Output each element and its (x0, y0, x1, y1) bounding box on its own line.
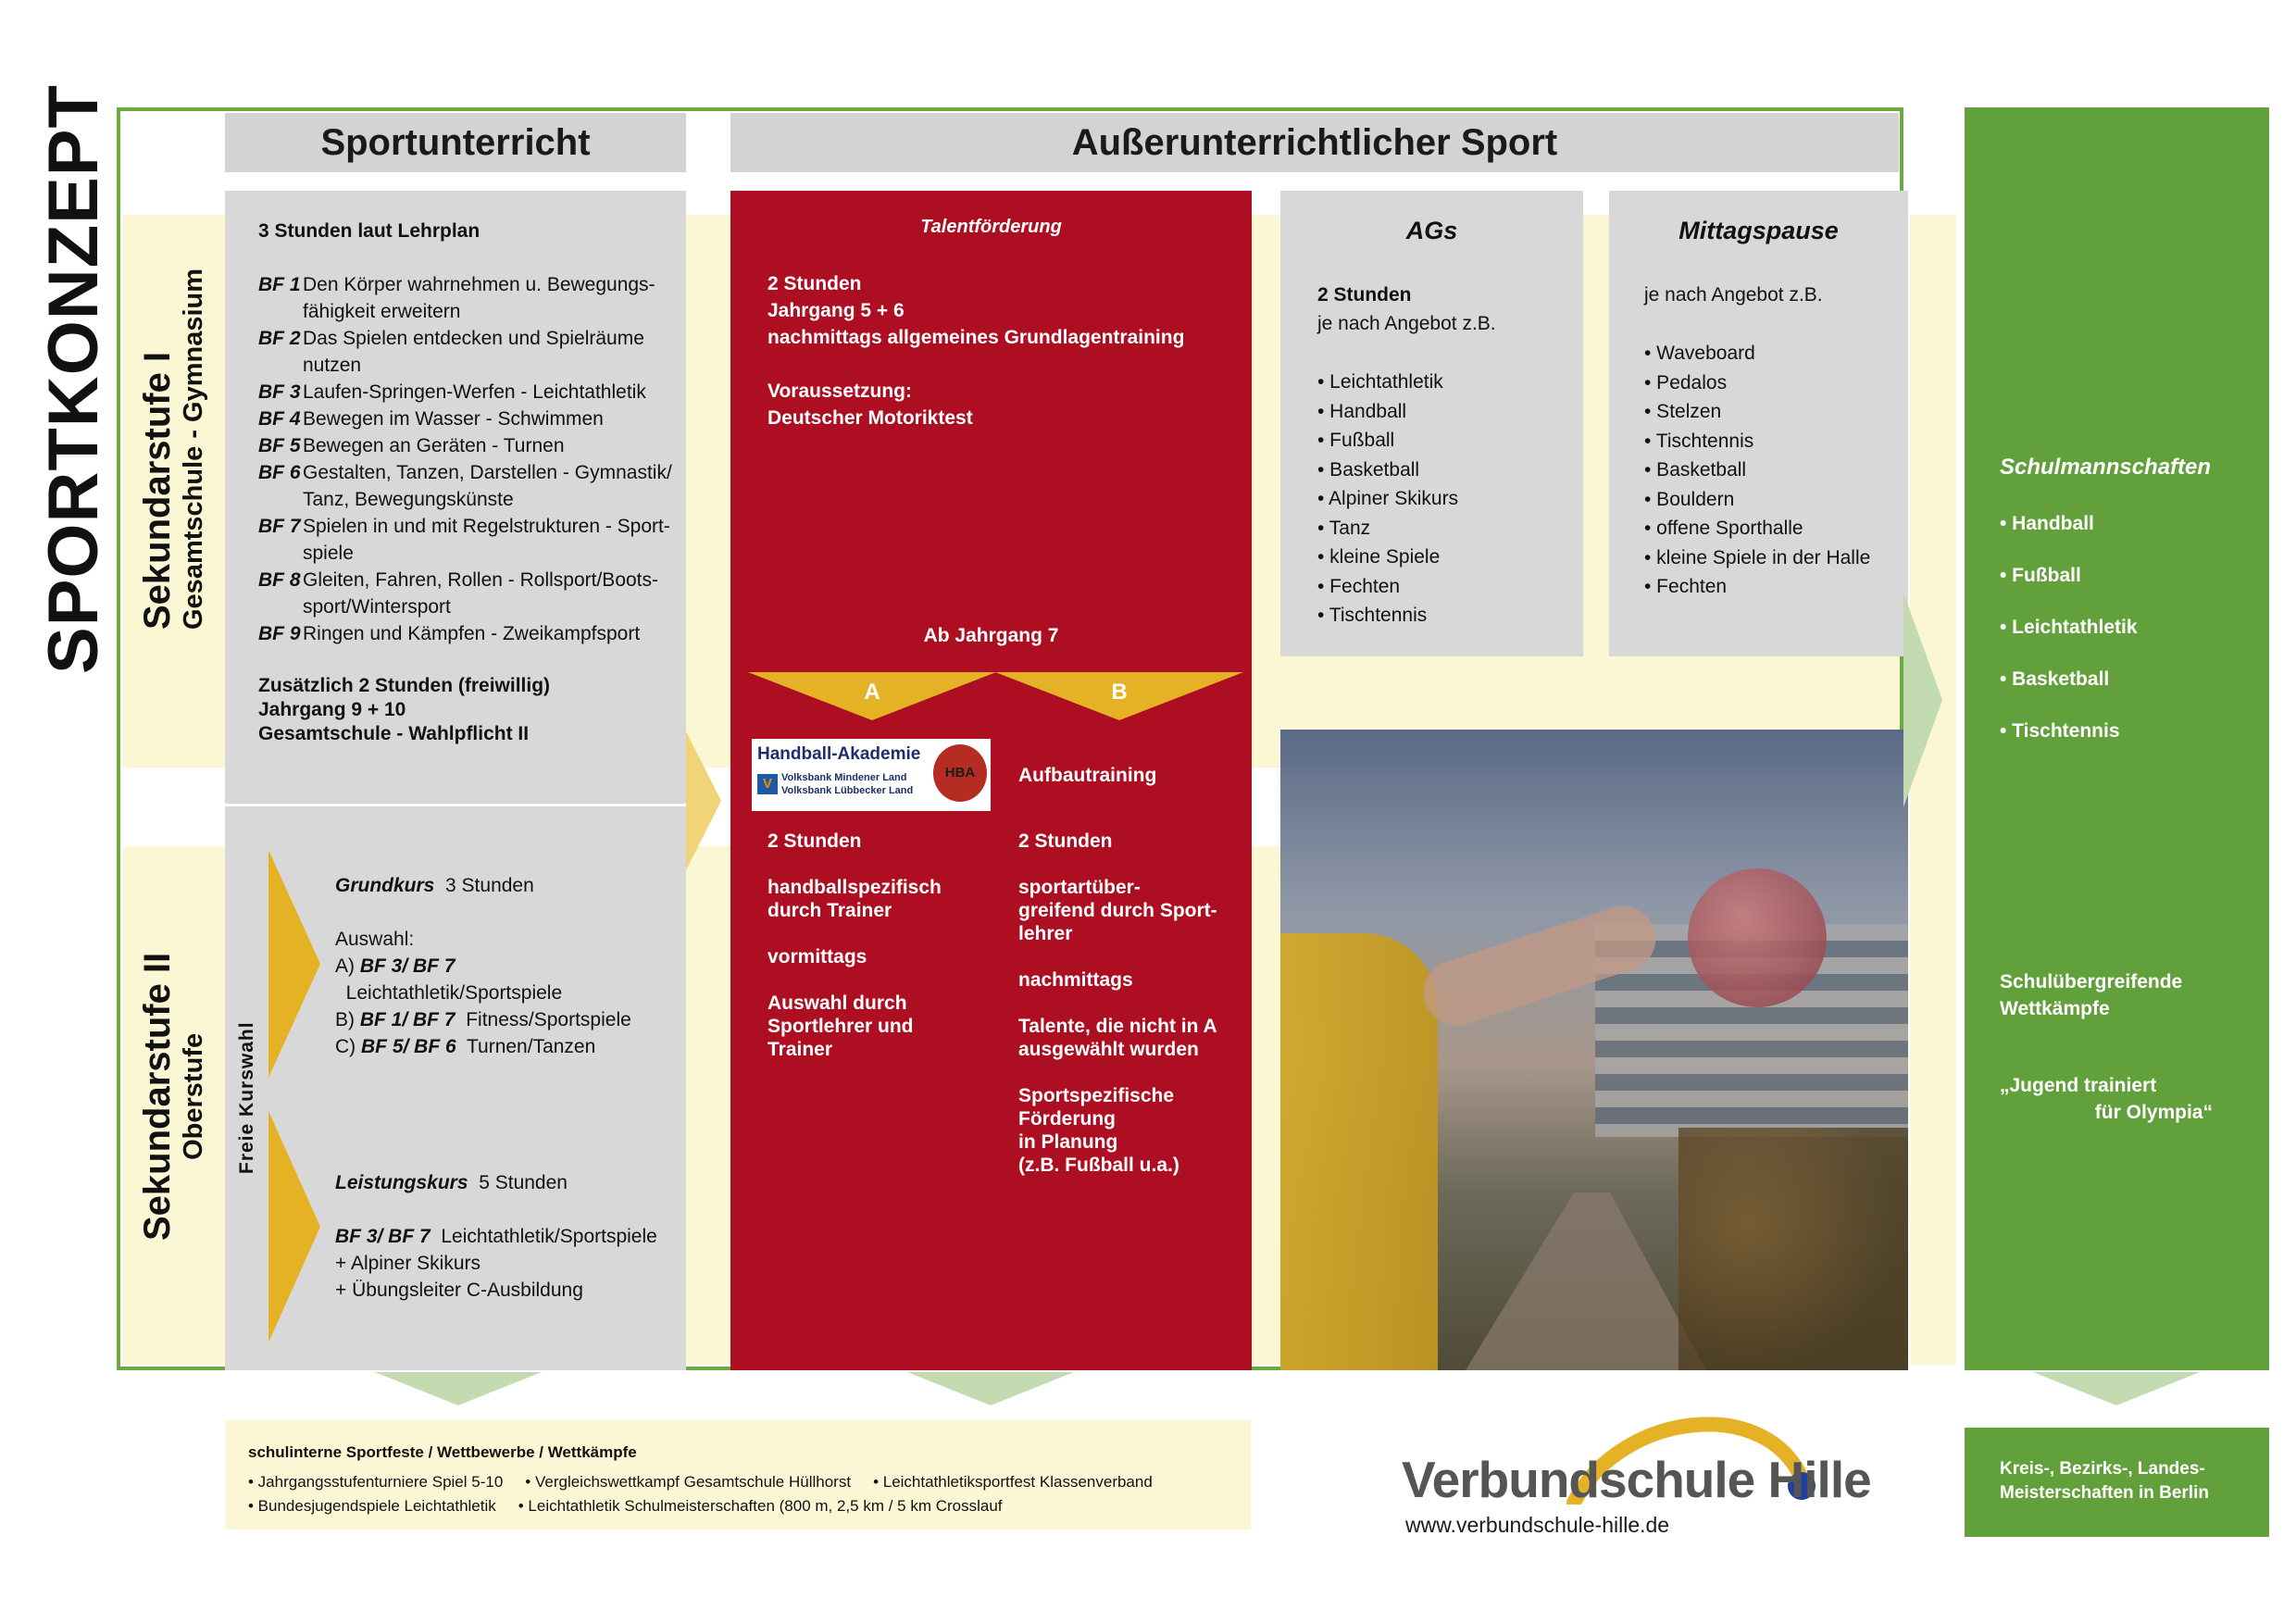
branch-b-item: 2 Stunden (1018, 830, 1113, 852)
leistungskurs-text: Leichtathletik/Sportspiele (441, 1226, 657, 1247)
option-text: Leichtathletik/Sportspiele (335, 982, 563, 1004)
option-prefix: C) (335, 1036, 361, 1057)
hba-line-1: Volksbank Mindener Land (781, 772, 907, 783)
talent-line-1: 2 Stunden (767, 273, 862, 294)
option-bf: BF 5/ BF 6 (361, 1036, 456, 1057)
bf-text: Das Spielen entdecken und Spielräume nutzen (303, 328, 644, 376)
ags-item: • Basketball (1317, 458, 1420, 481)
sportunterricht-content (258, 218, 675, 746)
arrow-to-ausserunterricht (686, 731, 723, 870)
ags-item: • Leichtathletik (1317, 371, 1443, 393)
mittagspause-content (1644, 281, 1908, 602)
ags-item: • Tischtennis (1317, 605, 1428, 626)
sportfest-item: • Leichtathletik Schulmeisterschaften (800 m, 2,5 km / 5 km Crosslauf (518, 1497, 1003, 1515)
option-prefix: B) (335, 1009, 360, 1030)
mittagspause-item: • Basketball (1644, 459, 1747, 481)
bf-row (258, 567, 675, 620)
ags-title: AGs (1405, 217, 1458, 244)
bf-row (258, 406, 675, 432)
sport-photo (1280, 730, 1908, 1370)
mittagspause-title: Mittagspause (1678, 217, 1839, 244)
branch-b-label: B (1111, 680, 1128, 705)
bf-key: BF 5 (258, 435, 301, 456)
sek2-label (137, 953, 209, 1241)
schulmannschaft-item: • Leichtathletik (2000, 617, 2138, 638)
leistungskurs-bf: BF 3/ BF 7 (335, 1226, 430, 1247)
bf-text: Laufen-Springen-Werfen - Leichtathletik (303, 381, 646, 403)
bf-text: Bewegen im Wasser - Schwimmen (303, 408, 604, 430)
grundkurs-option (335, 1006, 680, 1033)
talent-line-3: nachmittags allgemeines Grundlagentraining (767, 327, 1185, 348)
leistungskurs-line2: + Alpiner Skikurs (335, 1253, 480, 1274)
ags-item: • Fußball (1317, 430, 1395, 451)
bf-text: Bewegen an Geräten - Turnen (303, 435, 565, 456)
grundkurs-options (335, 953, 680, 1060)
ags-item: • Fechten (1317, 575, 1401, 597)
option-bf: BF 3/ BF 7 (359, 955, 455, 977)
bf-row (258, 379, 675, 406)
bf-text: Gleiten, Fahren, Rollen - Rollsport/Boots- sport/Wintersport (303, 569, 658, 618)
option-bf: BF 1/ BF 7 (359, 1009, 455, 1030)
leistungskurs-label: Leistungskurs (335, 1172, 468, 1193)
talent-title: Talentförderung (920, 217, 1062, 237)
freie-kurswahl-label: Freie Kurswahl (236, 1021, 257, 1174)
wettkaempfe-line-2: Wettkämpfe (2000, 998, 2110, 1019)
talent-line-4: Voraussetzung: (767, 381, 912, 402)
talent-line-5: Deutscher Motoriktest (767, 407, 973, 429)
sek2-main: Sekundarstufe II (137, 952, 178, 1241)
sek1-sub: Gesamtschule - Gymnasium (179, 268, 208, 630)
ags-line-1: 2 Stunden (1317, 284, 1412, 306)
header-sportunterricht: Sportunterricht (225, 113, 686, 172)
photo-athlete-shirt (1280, 933, 1438, 1370)
mittagspause-list (1644, 339, 1908, 602)
bf-key: BF 3 (258, 381, 301, 403)
bf-key: BF 8 (258, 569, 301, 591)
bf-key: BF 6 (258, 462, 301, 483)
photo-path (1466, 1192, 1706, 1370)
branch-a-label: A (864, 680, 880, 705)
bf-key: BF 7 (258, 516, 301, 537)
mittagspause-item: • Tischtennis (1644, 430, 1754, 452)
mittagspause-line-1: je nach Angebot z.B. (1644, 284, 1823, 306)
verbundschule-name: Verbundschule Hille (1402, 1451, 1871, 1508)
auswahl-label: Auswahl: (335, 929, 415, 950)
lehrplan-intro: 3 Stunden laut Lehrplan (258, 220, 480, 242)
mittagspause-item: • Fechten (1644, 576, 1728, 597)
verbundschule-url: www.verbundschule-hille.de (1405, 1513, 1670, 1537)
extra-line-1: Zusätzlich 2 Stunden (freiwillig) (258, 675, 551, 696)
meisterschaften-line-1: Kreis-, Bezirks-, Landes- (2000, 1459, 2205, 1479)
grundkurs-chevron (268, 850, 322, 1078)
wettkaempfe (2000, 968, 2259, 1022)
sportfest-item: • Vergleichswettkampf Gesamtschule Hüllhorst (525, 1473, 852, 1491)
branch-a-content (767, 830, 990, 1061)
bf-key: BF 4 (258, 408, 301, 430)
branch-b-item: Sportspezifische Förderung in Planung (z.B. Fußball u.a.) (1018, 1085, 1179, 1176)
meisterschaften-content (2000, 1457, 2268, 1505)
branch-a-item: vormittags (767, 946, 867, 968)
handball-icon (1688, 868, 1827, 1007)
schulmannschaft-item: • Basketball (2000, 668, 2110, 690)
bf-row (258, 432, 675, 459)
sportfeste-title: schulinterne Sportfeste / Wettbewerbe / Wettkämpfe (248, 1443, 637, 1461)
mittagspause-item: • offene Sporthalle (1644, 518, 1803, 539)
branch-b-content (1018, 830, 1250, 1177)
oberstufe-content (335, 872, 680, 1304)
sek1-label (137, 268, 209, 630)
down-chevron-1 (375, 1372, 542, 1405)
bf-key: BF 9 (258, 623, 301, 644)
bf-text: Spielen in und mit Regelstrukturen - Sport- spiele (303, 516, 670, 564)
ab-jahrgang-7: Ab Jahrgang 7 (923, 625, 1059, 646)
ags-content (1317, 281, 1577, 630)
grundkurs-hours: 3 Stunden (445, 875, 534, 896)
branch-a-item: 2 Stunden (767, 830, 862, 852)
bf-text: Den Körper wahrnehmen u. Bewegungs- fähigkeit erweitern (303, 274, 655, 322)
header-ausserunterricht: Außerunterrichtlicher Sport (730, 113, 1899, 172)
ags-item: • kleine Spiele (1317, 546, 1441, 568)
option-text: Turnen/Tanzen (455, 1036, 596, 1057)
schulmannschaften-list (2000, 498, 2259, 757)
photo-trees (1678, 1128, 1908, 1370)
schulmannschaft-item: • Handball (2000, 513, 2094, 534)
meisterschaften-line-2: Meisterschaften in Berlin (2000, 1483, 2209, 1503)
extra-line-2: Jahrgang 9 + 10 (258, 699, 406, 720)
sportfest-item: • Leichtathletiksportfest Klassenverband (873, 1473, 1153, 1491)
grundkurs-option (335, 953, 680, 1006)
jtfo (2000, 1072, 2213, 1126)
down-chevron-3 (2033, 1372, 2200, 1405)
jtfo-line-2: für Olympia“ (2094, 1102, 2213, 1123)
bf-row (258, 271, 675, 325)
bf-text: Ringen und Kämpfen - Zweikampfsport (303, 623, 641, 644)
leistungskurs-line3: + Übungsleiter C-Ausbildung (335, 1280, 583, 1301)
schulmannschaften-content (2000, 452, 2259, 757)
grundkurs-label: Grundkurs (335, 875, 435, 896)
hba-badge-icon: HBA (933, 744, 987, 802)
bf-row (258, 620, 675, 647)
mittagspause-item: • kleine Spiele in der Halle (1644, 546, 1871, 568)
schulmannschaften-title: Schulmannschaften (2000, 455, 2212, 480)
arrow-to-schulmannschaften (1903, 593, 1945, 807)
ags-item: • Handball (1317, 400, 1407, 422)
schulmannschaft-item: • Tischtennis (2000, 720, 2120, 742)
branch-b-item: Talente, die nicht in A ausgewählt wurden (1018, 1016, 1217, 1060)
leistungskurs-hours: 5 Stunden (479, 1172, 568, 1193)
extra-line-3: Gesamtschule - Wahlpflicht II (258, 723, 530, 744)
bf-row (258, 513, 675, 567)
sek1-main: Sekundarstufe I (137, 351, 178, 630)
volksbank-icon: V (757, 774, 778, 794)
jtfo-line-1: „Jugend trainiert (2000, 1075, 2157, 1096)
option-text: Fitness/Sportspiele (455, 1009, 631, 1030)
ags-line-2: je nach Angebot z.B. (1317, 313, 1496, 334)
branch-a-item: handballspezifisch durch Trainer (767, 877, 942, 921)
branch-b-title: Aufbautraining (1018, 765, 1157, 786)
handball-akademie-logo (752, 739, 991, 811)
sportfeste-content (248, 1441, 1248, 1518)
ags-item: • Tanz (1317, 517, 1371, 539)
mittagspause-item: • Bouldern (1644, 488, 1735, 510)
sportfeste-row-1 (248, 1470, 1248, 1494)
branch-b-item: sportartüber- greifend durch Sport- lehrer (1018, 877, 1217, 944)
sek2-sub: Oberstufe (179, 1032, 208, 1160)
hba-line-2: Volksbank Lübbecker Land (781, 785, 914, 796)
option-prefix: A) (335, 955, 360, 977)
wettkaempfe-line-1: Schulübergreifende (2000, 971, 2183, 993)
bf-row (258, 459, 675, 513)
ags-item: • Alpiner Skikurs (1317, 488, 1459, 509)
ags-list (1317, 368, 1577, 630)
down-chevron-2 (907, 1372, 1074, 1405)
bf-key: BF 1 (258, 274, 301, 295)
branch-a-item: Auswahl durch Sportlehrer und Trainer (767, 993, 914, 1060)
bf-row (258, 325, 675, 379)
leistungskurs-chevron (268, 1111, 322, 1342)
mittagspause-item: • Pedalos (1644, 371, 1728, 393)
grundkurs-option (335, 1033, 680, 1060)
bf-text: Gestalten, Tanzen, Darstellen - Gymnastik/ Tanz, Bewegungskünste (303, 462, 672, 510)
schulmannschaft-item: • Fußball (2000, 565, 2081, 586)
bf-key: BF 2 (258, 328, 301, 349)
branch-b-item: nachmittags (1018, 969, 1133, 991)
bf-list (258, 271, 675, 647)
talent-line-2: Jahrgang 5 + 6 (767, 300, 905, 321)
sportfest-item: • Bundesjugendspiele Leichtathletik (248, 1497, 496, 1515)
page-title: SPORTKONZEPT (34, 84, 113, 674)
sportfeste-row-2 (248, 1494, 1248, 1518)
mittagspause-item: • Stelzen (1644, 401, 1722, 422)
mittagspause-item: • Waveboard (1644, 343, 1755, 364)
sportfest-item: • Jahrgangsstufenturniere Spiel 5-10 (248, 1473, 504, 1491)
hba-title: Handball-Akademie (757, 744, 921, 764)
talent-content (767, 270, 1240, 431)
